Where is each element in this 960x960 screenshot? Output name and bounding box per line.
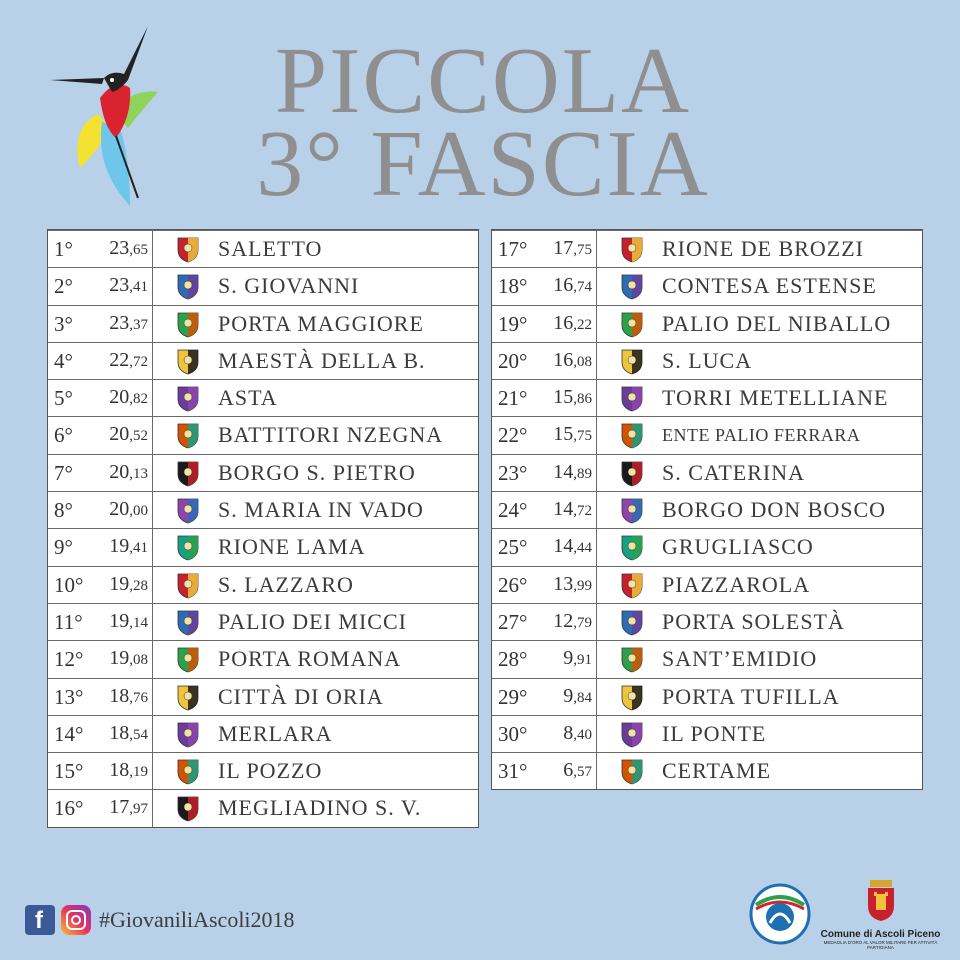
rank-position: 27°	[498, 609, 528, 634]
rank-position: 15°	[54, 759, 84, 784]
ranking-row	[48, 566, 478, 603]
score-integer: 16	[553, 348, 574, 371]
score-integer: 17	[109, 796, 130, 819]
ranking-row	[48, 528, 478, 565]
rank-position: 30°	[498, 721, 528, 746]
score-decimal: ,79	[573, 614, 592, 631]
rank-position: 22°	[498, 423, 528, 448]
rione-lama-crest-icon	[175, 534, 201, 561]
score-value	[96, 312, 148, 335]
team-name: CONTESA ESTENSE	[662, 273, 877, 299]
score-integer: 14	[553, 460, 574, 483]
palio-del-niballo-crest-icon	[619, 311, 645, 338]
rank-position: 14°	[54, 721, 84, 746]
ranking-table-right	[491, 229, 923, 790]
il-pozzo-crest-icon	[175, 758, 201, 785]
rank-position: 29°	[498, 684, 528, 709]
rank-position: 28°	[498, 647, 528, 672]
battitori-nzegna-crest-icon	[175, 422, 201, 449]
score-value	[540, 461, 592, 484]
score-integer: 23	[109, 237, 130, 259]
facebook-icon[interactable]: f	[25, 905, 55, 935]
ranking-row	[492, 603, 922, 640]
rank-position: 7°	[54, 460, 73, 485]
ranking-row	[48, 305, 478, 342]
ranking-row	[48, 342, 478, 379]
team-name: CITTÀ DI ORIA	[218, 683, 384, 709]
score-integer: 19	[109, 609, 130, 632]
rank-position: 13°	[54, 684, 84, 709]
score-value	[96, 573, 148, 596]
score-decimal: ,84	[573, 689, 592, 706]
ente-palio-ferrara-crest-icon	[619, 422, 645, 449]
ranking-row	[48, 715, 478, 752]
page-title-line2: 3° FASCIA	[256, 112, 710, 216]
s-luca-crest-icon	[619, 348, 645, 375]
ranking-row	[48, 603, 478, 640]
team-name: GRUGLIASCO	[662, 534, 814, 560]
score-value	[96, 237, 148, 260]
score-decimal: ,44	[573, 540, 592, 557]
score-decimal: ,65	[129, 242, 148, 258]
score-integer: 18	[109, 684, 130, 707]
ranking-row	[492, 416, 922, 453]
score-value	[96, 386, 148, 409]
ranking-row	[492, 640, 922, 677]
score-decimal: ,08	[129, 652, 148, 669]
team-name: S. GIOVANNI	[218, 273, 360, 299]
score-integer: 15	[553, 386, 574, 409]
ranking-row	[492, 678, 922, 715]
score-value	[540, 237, 592, 260]
team-name: PALIO DEL NIBALLO	[662, 310, 892, 336]
score-integer: 15	[553, 423, 574, 446]
instagram-icon[interactable]	[61, 905, 91, 935]
score-value	[96, 610, 148, 633]
score-integer: 12	[553, 609, 574, 632]
team-name: S. CATERINA	[662, 459, 806, 485]
rank-position: 6°	[54, 423, 73, 448]
score-decimal: ,19	[129, 764, 148, 781]
team-name: PIAZZAROLA	[662, 571, 811, 597]
score-value	[540, 349, 592, 372]
saletto-crest-icon	[175, 236, 201, 263]
porta-tufilla-crest-icon	[619, 684, 645, 711]
score-integer: 16	[553, 311, 574, 334]
score-decimal: ,75	[573, 428, 592, 445]
score-value	[96, 535, 148, 558]
team-name: MAESTÀ DELLA B.	[218, 347, 426, 373]
contesa-estense-crest-icon	[619, 273, 645, 300]
team-name: PORTA ROMANA	[218, 646, 402, 672]
score-value	[96, 647, 148, 670]
ranking-row	[492, 267, 922, 304]
team-name: MERLARA	[218, 720, 333, 746]
rank-position: 18°	[498, 274, 528, 299]
score-decimal: ,82	[129, 391, 148, 408]
team-name: PORTA SOLESTÀ	[662, 608, 845, 634]
score-integer: 20	[109, 423, 130, 446]
score-integer: 20	[109, 460, 130, 483]
ranking-row	[492, 379, 922, 416]
score-value	[540, 498, 592, 521]
torri-metelliane-crest-icon	[619, 385, 645, 412]
federation-badge-icon	[748, 883, 812, 945]
rank-position: 10°	[54, 572, 84, 597]
ranking-row	[48, 640, 478, 677]
score-decimal: ,57	[573, 764, 592, 781]
rank-position: 8°	[54, 498, 73, 523]
ranking-row	[492, 715, 922, 752]
score-value	[540, 610, 592, 633]
ranking-row	[492, 752, 922, 789]
palio-dei-micci-crest-icon	[175, 609, 201, 636]
certame-crest-icon	[619, 758, 645, 785]
score-integer: 19	[109, 535, 130, 558]
score-decimal: ,99	[573, 577, 592, 594]
team-name: BORGO S. PIETRO	[218, 459, 416, 485]
ranking-row	[492, 305, 922, 342]
score-integer: 9	[563, 647, 574, 670]
score-decimal: ,00	[129, 503, 148, 520]
team-name: PORTA MAGGIORE	[218, 310, 424, 336]
team-name: MEGLIADINO S. V.	[218, 795, 422, 821]
rank-position: 2°	[54, 274, 73, 299]
score-integer: 23	[109, 274, 130, 297]
score-value	[96, 722, 148, 745]
team-name: IL POZZO	[218, 758, 323, 784]
score-decimal: ,76	[129, 689, 148, 706]
score-integer: 9	[563, 684, 574, 707]
score-integer: 20	[109, 498, 130, 521]
rank-position: 17°	[498, 237, 528, 261]
rank-position: 11°	[54, 609, 83, 634]
hashtag-label: #GiovaniliAscoli2018	[99, 907, 295, 932]
score-integer: 20	[109, 386, 130, 409]
score-value	[540, 722, 592, 745]
team-name: SALETTO	[218, 236, 323, 261]
maesta-della-b-crest-icon	[175, 348, 201, 375]
score-integer: 14	[553, 535, 574, 558]
s-giovanni-crest-icon	[175, 273, 201, 300]
score-value	[540, 685, 592, 708]
ranking-row	[48, 230, 478, 267]
ranking-row	[492, 491, 922, 528]
score-integer: 23	[109, 311, 130, 334]
rione-de-brozzi-crest-icon	[619, 236, 645, 263]
ranking-row	[492, 566, 922, 603]
s-lazzaro-crest-icon	[175, 572, 201, 599]
rank-position: 21°	[498, 386, 528, 411]
score-decimal: ,72	[573, 503, 592, 520]
score-decimal: ,54	[129, 726, 148, 743]
score-decimal: ,37	[129, 316, 148, 333]
ranking-row	[48, 678, 478, 715]
score-decimal: ,75	[573, 242, 592, 258]
rank-position: 16°	[54, 796, 84, 821]
score-value	[540, 312, 592, 335]
ranking-row	[48, 491, 478, 528]
team-name: IL PONTE	[662, 720, 767, 746]
s-maria-in-vado-crest-icon	[175, 497, 201, 524]
score-value	[540, 274, 592, 297]
rank-position: 3°	[54, 311, 73, 336]
il-ponte-crest-icon	[619, 721, 645, 748]
social-footer	[25, 904, 295, 936]
score-value	[96, 423, 148, 446]
ranking-row	[492, 342, 922, 379]
score-integer: 19	[109, 647, 130, 670]
borgo-s-pietro-crest-icon	[175, 460, 201, 487]
score-value	[96, 685, 148, 708]
score-decimal: ,41	[129, 540, 148, 557]
score-value	[540, 759, 592, 782]
rank-position: 26°	[498, 572, 528, 597]
score-value	[96, 461, 148, 484]
team-name: ASTA	[218, 385, 278, 411]
score-decimal: ,13	[129, 465, 148, 482]
rank-position: 25°	[498, 535, 528, 560]
rank-position: 31°	[498, 759, 528, 784]
ranking-row	[48, 789, 478, 826]
rank-position: 23°	[498, 460, 528, 485]
rank-position: 19°	[498, 311, 528, 336]
team-name: TORRI METELLIANE	[662, 385, 889, 411]
team-name: RIONE LAMA	[218, 534, 366, 560]
rank-position: 12°	[54, 647, 84, 672]
score-decimal: ,72	[129, 353, 148, 370]
rank-position: 5°	[54, 386, 73, 411]
score-value	[540, 386, 592, 409]
ranking-row	[492, 230, 922, 267]
team-name: RIONE DE BROZZI	[662, 236, 864, 261]
score-value	[96, 274, 148, 297]
score-value	[96, 796, 148, 819]
score-value	[96, 759, 148, 782]
score-decimal: ,74	[573, 279, 592, 296]
team-name: BORGO DON BOSCO	[662, 497, 887, 523]
score-value	[96, 498, 148, 521]
rank-position: 4°	[54, 348, 73, 373]
page-title-line1: PICCOLA	[274, 29, 692, 133]
asta-crest-icon	[175, 385, 201, 412]
team-name: S. LAZZARO	[218, 571, 354, 597]
score-value	[540, 647, 592, 670]
grugliasco-crest-icon	[619, 534, 645, 561]
score-integer: 8	[563, 721, 574, 744]
ranking-row	[492, 528, 922, 565]
ranking-row	[492, 454, 922, 491]
comune-name: Comune di Ascoli Piceno	[820, 929, 941, 940]
rank-position: 24°	[498, 498, 528, 523]
score-integer: 14	[553, 498, 574, 521]
score-decimal: ,91	[573, 652, 592, 669]
rank-position: 20°	[498, 348, 528, 373]
score-integer: 6	[563, 759, 574, 782]
ranking-row	[48, 379, 478, 416]
score-decimal: ,28	[129, 577, 148, 594]
score-integer: 18	[109, 759, 130, 782]
score-value	[540, 535, 592, 558]
score-decimal: ,52	[129, 428, 148, 445]
borgo-don-bosco-crest-icon	[619, 497, 645, 524]
score-value	[96, 349, 148, 372]
score-decimal: ,97	[129, 801, 148, 818]
score-integer: 22	[109, 348, 130, 371]
ranking-table-left	[47, 229, 479, 828]
score-decimal: ,08	[573, 353, 592, 370]
team-name: CERTAME	[662, 758, 772, 784]
score-integer: 13	[553, 572, 574, 595]
comune-motto: MEDAGLIA D'ORO AL VALOR MILITARE PER ATTIVITÀ PARTIGIANA	[823, 940, 938, 950]
rank-position: 9°	[54, 535, 73, 560]
team-name: PALIO DEI MICCI	[218, 608, 407, 634]
ranking-row	[48, 416, 478, 453]
score-integer: 18	[109, 721, 130, 744]
piazzarola-crest-icon	[619, 572, 645, 599]
score-decimal: ,22	[573, 316, 592, 333]
porta-romana-crest-icon	[175, 646, 201, 673]
sant-emidio-crest-icon	[619, 646, 645, 673]
score-decimal: ,86	[573, 391, 592, 408]
score-decimal: ,40	[573, 726, 592, 743]
team-name: S. MARIA IN VADO	[218, 497, 424, 523]
team-name: PORTA TUFILLA	[662, 683, 840, 709]
score-integer: 19	[109, 572, 130, 595]
citta-di-oria-crest-icon	[175, 684, 201, 711]
score-value	[540, 423, 592, 446]
score-integer: 16	[553, 274, 574, 297]
score-integer: 17	[553, 237, 574, 259]
merlara-crest-icon	[175, 721, 201, 748]
score-decimal: ,41	[129, 279, 148, 296]
porta-maggiore-crest-icon	[175, 311, 201, 338]
ascoli-coat-of-arms-icon	[864, 878, 898, 922]
ranking-row	[48, 267, 478, 304]
ranking-row	[48, 454, 478, 491]
ranking-row	[48, 752, 478, 789]
comune-logo	[818, 878, 943, 950]
team-name: BATTITORI NZEGNA	[218, 422, 444, 448]
team-name: SANT’EMIDIO	[662, 646, 818, 672]
rank-position: 1°	[54, 237, 73, 261]
score-decimal: ,89	[573, 465, 592, 482]
s-caterina-crest-icon	[619, 460, 645, 487]
score-decimal: ,14	[129, 614, 148, 631]
team-name: S. LUCA	[662, 347, 753, 373]
team-name: ENTE PALIO FERRARA	[662, 425, 861, 446]
porta-solesta-crest-icon	[619, 609, 645, 636]
megliadino-crest-icon	[175, 795, 201, 822]
score-value	[540, 573, 592, 596]
